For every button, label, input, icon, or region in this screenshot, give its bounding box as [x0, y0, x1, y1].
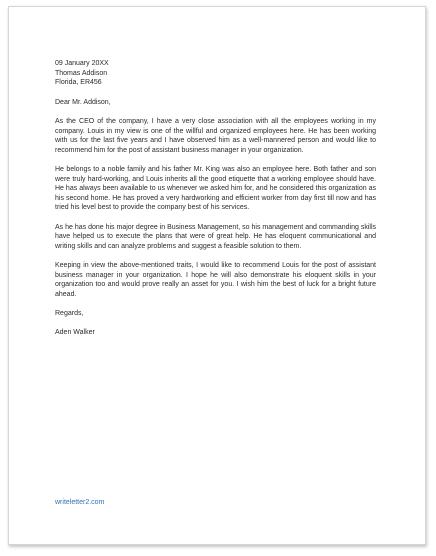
paragraph-intro: As the CEO of the company, I have a very close association with all the employees working in my company. Louis in my view is one of the willful and organized employees here. He has been working with us for the last five years and I have observed him as a well-mannered person and would like to recommend him for the post of assistant business manager in your organization.: [55, 118, 376, 154]
salutation: Dear Mr. Addison,: [55, 98, 111, 106]
paragraph-skills: As he has done his major degree in Business Management, so his management and commanding skills have helped us to execute the plans that were of great help. He has eloquent communicational and writing skills and can analyze problems and suggest a feasible solution to them.: [55, 223, 377, 250]
letter-date: 09 January 20XX: [55, 60, 109, 67]
recipient-address: Florida, ER456: [55, 79, 102, 86]
paragraph-recommendation: Keeping in view the above-mentioned traits, I would like to recommend Louis for the post of assistant business manager in your organization. I hope he will also demonstrate his eloquent skills in your organization too and would prove really an asset for you. I wish him the best of luck for a bright future ahead.: [55, 262, 376, 298]
closing: Regards,: [55, 310, 84, 317]
website-link[interactable]: writeletter2.com: [55, 499, 105, 506]
paragraph-background: He belongs to a noble family and his father Mr. King was also an employee here. Both father and son were truly hard-working, and Louis inherits all the good etiquette that a working employee should have. He has always been available to us whenever we asked him for, and he considered this organization as his second home. He has proved a very hardworking and efficient worker from day first till now and has tried his level best to provide the company best of his services.: [55, 166, 376, 211]
recipient-name: Thomas Addison: [55, 69, 108, 77]
signature-name: Aden Walker: [55, 328, 95, 336]
letter-body: [55, 59, 376, 337]
